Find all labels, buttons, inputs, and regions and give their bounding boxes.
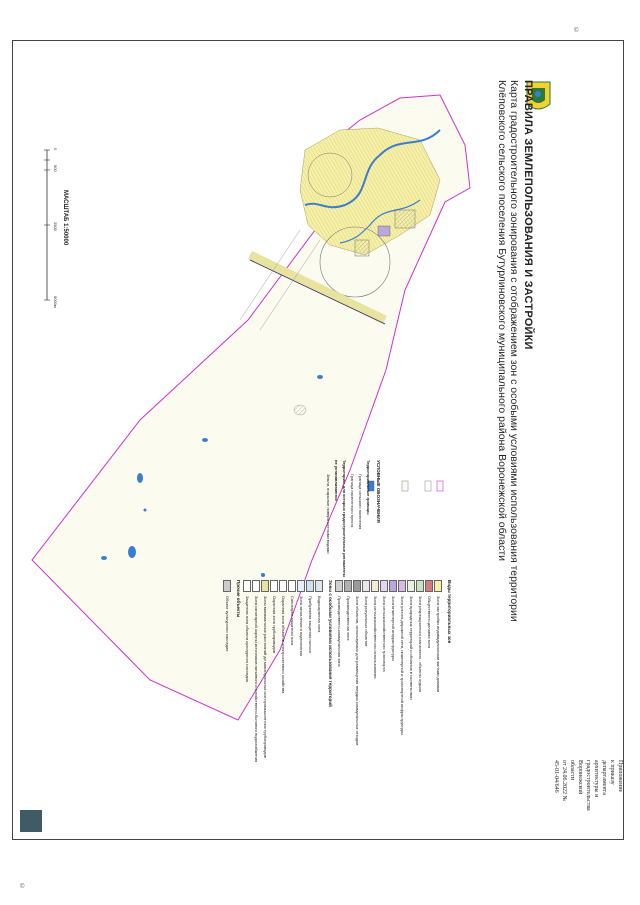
legend-label: Прибрежная защитная полоса	[308, 596, 313, 653]
approval-line: архитектуры и градостроительства	[585, 760, 599, 811]
pond	[128, 546, 136, 558]
legend-item	[270, 580, 279, 900]
legend-item: Граница населенного пункта	[350, 474, 355, 528]
legend-item: Земли, покрытые поверхностными водами	[326, 474, 331, 554]
legend-label: Производственно-коммунальная зона	[337, 596, 342, 667]
legend-label: Зона инженерной инфраструктуры	[391, 596, 396, 661]
legend-item	[297, 580, 306, 900]
other-list	[223, 580, 232, 900]
legend-item	[344, 580, 353, 900]
legend-heading: Зоны с особыми условиями использования территорий	[328, 580, 333, 707]
legend-item	[425, 580, 434, 900]
legend-item	[389, 580, 398, 900]
legend-label: Зона рекреационного назначения - объекты отдыха	[418, 596, 423, 693]
legend-label: Зона сельскохозяйственного транспорта	[382, 596, 387, 672]
corner-mark-bottom: ©	[20, 884, 25, 890]
legend-item	[407, 580, 416, 900]
approval-line: Воронежской области	[569, 760, 583, 795]
legend-zones	[223, 580, 454, 900]
legend-label: Санитарно-защитная зона	[290, 596, 295, 646]
legend-label: Зона природных территорий и объектов в соответствии	[409, 596, 414, 700]
legend-item	[416, 580, 425, 900]
legend-heading: УСЛОВНЫЕ ОБОЗНАЧЕНИЯ	[376, 460, 381, 523]
pond	[261, 573, 265, 577]
scale-tick-label: 0	[53, 148, 58, 151]
logo-icon	[20, 810, 42, 832]
pond	[294, 405, 306, 415]
legend-swatch	[262, 580, 270, 592]
legend-swatch	[253, 580, 261, 592]
legend-item	[306, 580, 315, 900]
legend-item	[223, 580, 232, 900]
legend-label: Зона улично-дорожной сети, инженерной и транспортной инфраструктуры	[400, 596, 405, 735]
industrial-zone	[395, 210, 415, 228]
legend-symbol-settlement	[425, 481, 431, 491]
legend-label: Производственная зона	[346, 596, 351, 641]
page-subtitle-2: Клёповского сельского поселения Бутурлиновского муниципального района Воронежской области	[496, 80, 508, 562]
legend-swatch	[345, 580, 353, 592]
legend-swatch	[363, 580, 371, 592]
legend-label: Зона сельскохозяйственного использования	[373, 596, 378, 679]
legend-item	[335, 580, 344, 900]
legend-heading: Прочие объекты	[236, 580, 241, 618]
legend-item	[398, 580, 407, 900]
legend-item	[279, 580, 288, 900]
legend-item	[434, 580, 443, 900]
legend-label: Охранная зона трубопроводов	[272, 596, 277, 654]
legend-label: Зона ритуальных объектов	[364, 596, 369, 647]
legend-item	[288, 580, 297, 900]
legend-item	[261, 580, 270, 900]
legend-swatch	[354, 580, 362, 592]
utility-zone	[378, 226, 390, 236]
legend-item	[252, 580, 261, 900]
legend-label: Объект культурного наследия	[225, 596, 230, 652]
page-title: ПРАВИЛА ЗЕМЛЕПОЛЬЗОВАНИЯ И ЗАСТРОЙКИ	[522, 80, 534, 350]
scale-tick-label: 5000м	[53, 296, 58, 308]
zone-list	[335, 580, 443, 900]
legend-swatch	[244, 580, 252, 592]
approval-stamp	[552, 760, 624, 811]
pond	[137, 473, 143, 483]
title-block	[474, 80, 534, 640]
legend-swatch	[426, 580, 434, 592]
legend-label: Зона застройки индивидуальными жилыми домами	[436, 596, 441, 693]
special-list	[243, 580, 324, 900]
legend-swatch	[399, 580, 407, 592]
legend-swatch	[336, 580, 344, 592]
approval-line: к приказу департамента	[601, 760, 615, 795]
legend-swatch	[289, 580, 297, 592]
legend-swatch	[298, 580, 306, 592]
legend-swatch	[224, 580, 232, 592]
legend-item	[371, 580, 380, 900]
legend-item	[315, 580, 324, 900]
legend-item	[243, 580, 252, 900]
legend-swatch	[372, 580, 380, 592]
legend-swatch	[381, 580, 389, 592]
legend-swatch	[271, 580, 279, 592]
legend-label: Защитная зона объекта культурного наследия	[245, 596, 250, 682]
pond	[317, 375, 323, 379]
legend-item	[353, 580, 362, 900]
legend-conventions	[324, 460, 382, 580]
legend-label: Зона затопления и подтопления	[299, 596, 304, 656]
legend-section: Территориальные границы	[366, 460, 371, 515]
approval-line: от 24.06.2022 № 45-01-04/646	[553, 760, 567, 802]
scale-tick-label: 2500	[53, 222, 58, 231]
scale-tick-label: 500	[53, 165, 58, 172]
legend-item	[380, 580, 389, 900]
legend-section: Территории, для которых градостроительные регламенты не устанавливаются	[334, 460, 347, 578]
legend-symbol-boundary	[437, 481, 443, 491]
legend-swatch	[280, 580, 288, 592]
scale-label: МАСШТАБ 1:50000	[62, 190, 68, 246]
legend-label: Охранная зона объектов электросетевого хозяйства	[281, 596, 286, 694]
legend-swatch	[417, 580, 425, 592]
legend-label: Зоны минимальных расстояний до магистральных или промышленных трубопроводов	[263, 596, 268, 758]
legend-heading: Виды территориальных зон	[447, 580, 452, 644]
legend-item: Граница сельского поселения	[358, 474, 363, 530]
pond	[202, 438, 208, 442]
legend-swatch	[435, 580, 443, 592]
legend-swatch	[316, 580, 324, 592]
legend-label: Зона санитарной охраны источников питьевого и хозяйственно-бытового водоснабжения	[254, 596, 259, 763]
corner-mark-top: ©	[574, 28, 579, 34]
legend-item	[362, 580, 371, 900]
legend-swatch	[307, 580, 315, 592]
page-subtitle: Карта градостроительного зонирования с отображением зон с особыми условиями использования территории	[508, 80, 520, 622]
legend-symbol-territory	[402, 481, 408, 491]
legend-swatch	[408, 580, 416, 592]
legend-label: Зона объектов, используемых для размещения твердых коммунальных отходов	[355, 596, 360, 746]
legend-label: Водоохранная зона	[317, 596, 322, 633]
legend-swatch	[390, 580, 398, 592]
legend-label: Общественно-деловая зона	[427, 596, 432, 649]
industrial-zone-2	[355, 240, 369, 256]
approval-line: Приложение	[617, 760, 623, 793]
pond	[144, 509, 147, 512]
pond	[101, 556, 107, 560]
